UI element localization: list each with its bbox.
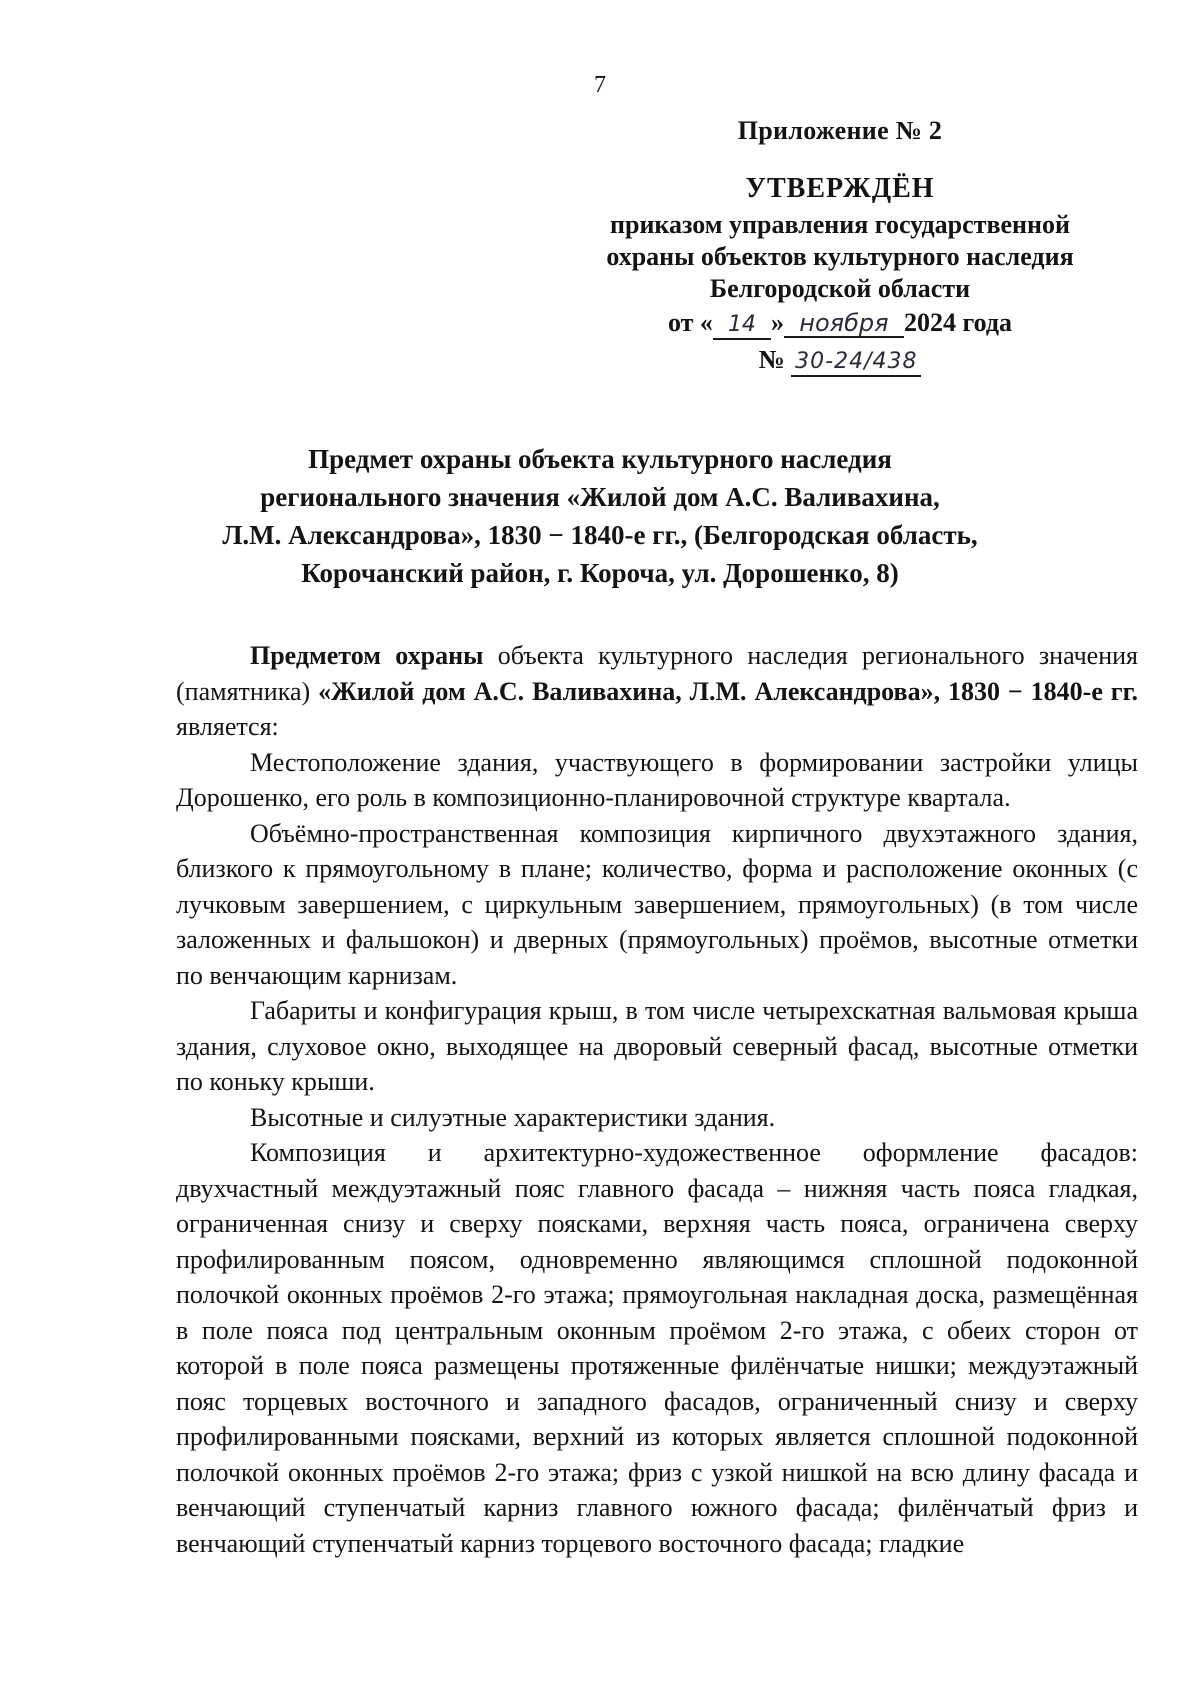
subject-text-b: является: — [176, 712, 279, 741]
number-prefix: № — [758, 345, 785, 374]
appendix-label: Приложение № 2 — [737, 116, 943, 145]
paragraph-silhouette: Высотные и силуэтные характеристики здания. — [250, 1102, 776, 1132]
document-heading — [150, 440, 1050, 592]
subject-object-name: «Жилой дом А.С. Валивахина, Л.М. Александрова», 1830 − 1840-е гг. — [318, 676, 1138, 706]
paragraph-roof: Габариты и конфигурация крыш, в том числе четырехскатная вальмовая крыша здания, слуховое окно, выходящее на дворовый северный фасад, высотные отметки по коньку крыши. — [176, 996, 1138, 1096]
approval-block — [560, 115, 1120, 377]
date-prefix: от « — [668, 308, 713, 337]
document-body — [176, 638, 1138, 1561]
approval-number — [560, 344, 1120, 377]
subject-text-a: объекта культурного наследия регионального значения (памятника) — [176, 641, 1138, 706]
paragraph-location: Местоположение здания, участвующего в формировании застройки улицы Дорошенко, его роль в композиционно-планировочной структуре квартала. — [176, 747, 1138, 812]
heading-line-4: Корочанский район, г. Короча, ул. Дорошенко, 8) — [301, 558, 899, 588]
paragraph-subject — [176, 638, 1138, 745]
heading-line-2: регионального значения «Жилой дом А.С. Валивахина, — [260, 482, 940, 512]
handwritten-month: ноября — [784, 310, 904, 338]
page-number: 7 — [594, 72, 606, 98]
approval-line-2: охраны объектов культурного наследия — [606, 242, 1074, 271]
handwritten-day: 14 — [713, 312, 771, 340]
approved-title: УТВЕРЖДЁН — [745, 173, 935, 204]
paragraph-facades: Композиция и архитектурно-художественное оформление фасадов: двухчастный междуэтажный пояс главного фасада – нижняя часть пояса гладкая, ограниченная снизу и сверху поясками, верхняя часть пояса, ограничена сверху профилированным поясом, одновременно являющимся сплошной подоконной полочкой оконных проёмов 2-го этажа; прямоугольная накладная доска, размещённая в поле пояса под центральным оконным проёмом 2-го этажа, с обеих сторон от которой в поле пояса размещены протяженные филёнчатые нишки; междуэтажный пояс торцевых восточного и западного фасадов, ограниченный снизу и сверху профилированными поясками, верхний из которых является сплошной подоконной полочкой оконных проёмов 2-го этажа; фриз с узкой нишкой на всю длину фасада и венчающий ступенчатый карниз главного южного фасада; филёнчатый фриз и венчающий ступенчатый карниз торцевого восточного фасада; гладкие — [176, 1138, 1138, 1558]
approval-date — [560, 307, 1120, 340]
date-suffix: 2024 года — [903, 308, 1012, 337]
approval-line-3: Белгородской области — [709, 274, 971, 303]
heading-line-1: Предмет охраны объекта культурного наследия — [308, 444, 892, 474]
subject-lead: Предметом охраны — [250, 641, 484, 670]
approval-line-1: приказом управления государственной — [610, 210, 1070, 239]
date-mid: » — [770, 308, 784, 337]
paragraph-volume-composition: Объёмно-пространственная композиция кирпичного двухэтажного здания, близкого к прямоугольному в плане; количество, форма и расположение оконных (с лучковым завершением, с циркульным завершением, прямоугольных) (в том числе заложенных и фальшокон) и дверных (прямоугольных) проёмов, высотные отметки по венчающим карнизам. — [176, 818, 1138, 990]
handwritten-number: 30-24/438 — [791, 349, 921, 377]
heading-line-3: Л.М. Александрова», 1830 − 1840-е гг., (Белгородская область, — [222, 520, 978, 550]
